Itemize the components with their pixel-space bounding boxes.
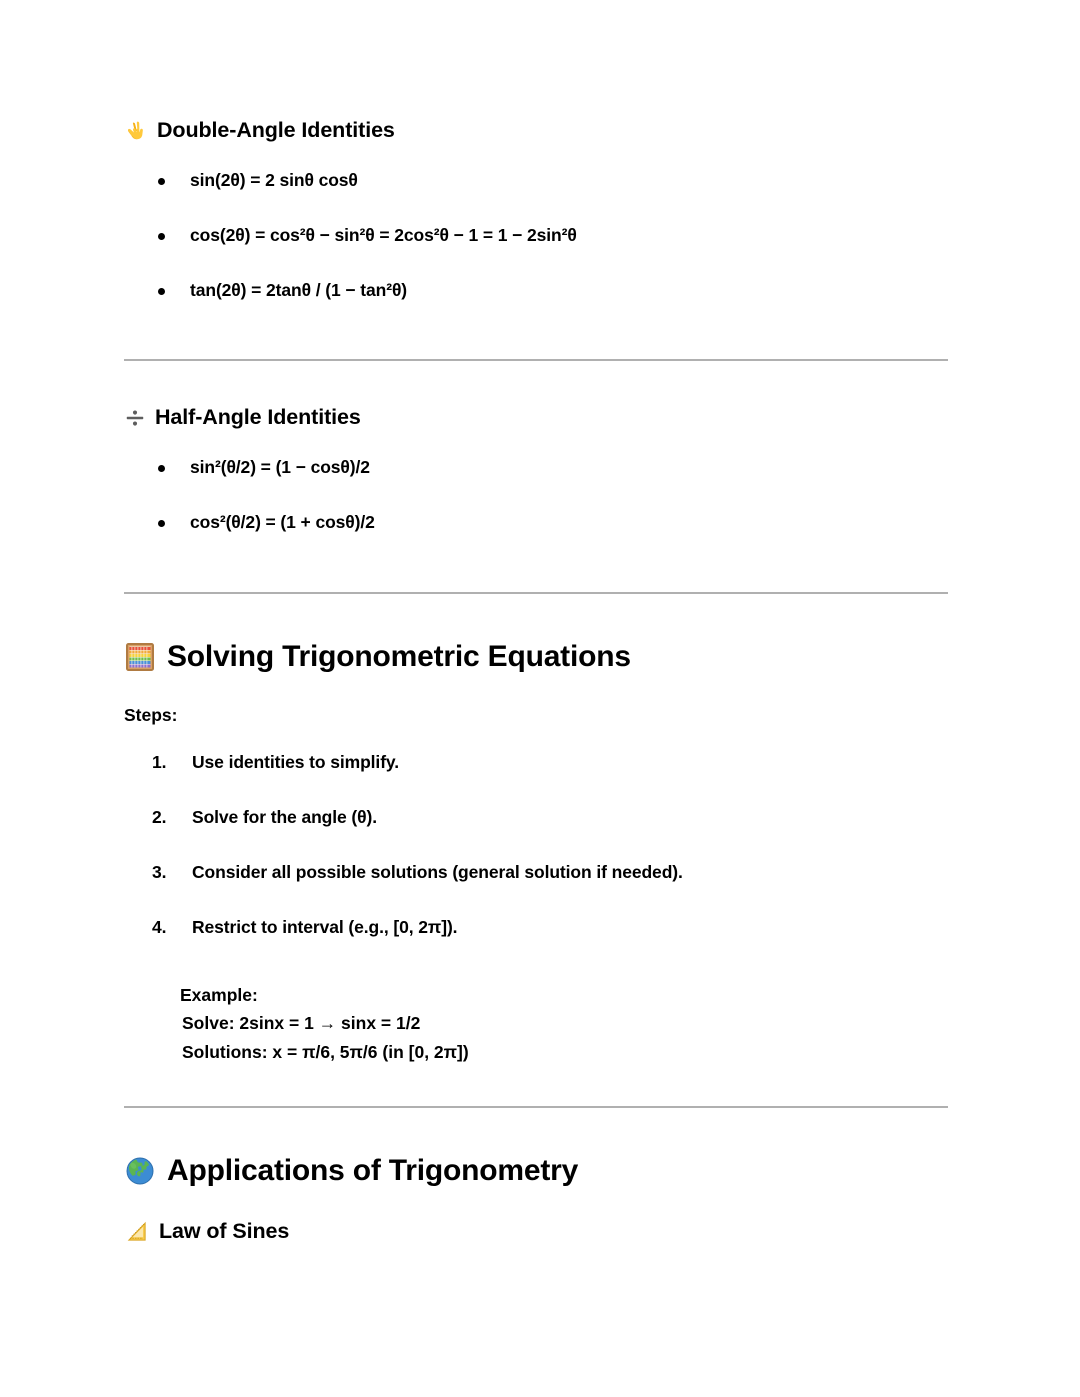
heading-label: Applications of Trigonometry bbox=[167, 1153, 579, 1187]
globe-europe-africa-icon bbox=[124, 1155, 156, 1187]
heading-label: Double-Angle Identities bbox=[157, 118, 395, 142]
heading-solving-trigonometric-equations bbox=[124, 640, 950, 675]
list-item: cos(2θ) = cos²θ − sin²θ = 2cos²θ − 1 = 1 − 2sin²θ bbox=[124, 225, 950, 247]
example-line: Solutions: x = π/6, 5π/6 (in [0, 2π]) bbox=[182, 1041, 469, 1062]
heading-double-angle-identities bbox=[124, 118, 950, 144]
list-item bbox=[124, 917, 950, 939]
victory-hand-icon bbox=[124, 119, 148, 143]
heading-label: Law of Sines bbox=[159, 1219, 290, 1244]
abacus-icon bbox=[124, 641, 156, 673]
heading-label: Solving Trigonometric Equations bbox=[167, 639, 631, 673]
example-block bbox=[124, 981, 950, 1066]
list-item bbox=[124, 862, 950, 884]
list-item: sin(2θ) = 2 sinθ cosθ bbox=[124, 170, 950, 192]
list-item bbox=[124, 752, 950, 774]
heading-law-of-sines bbox=[124, 1219, 950, 1245]
steps-label: Steps: bbox=[124, 705, 178, 726]
step-number: 2. bbox=[152, 807, 167, 828]
step-text: Consider all possible solutions (general solution if needed). bbox=[192, 862, 683, 883]
step-number: 3. bbox=[152, 862, 167, 883]
list-item: tan(2θ) = 2tanθ / (1 − tan²θ) bbox=[124, 280, 950, 302]
step-text: Restrict to interval (e.g., [0, 2π]). bbox=[192, 916, 458, 937]
list-item: sin²(θ/2) = (1 − cosθ)/2 bbox=[124, 457, 950, 479]
division-sign-icon bbox=[124, 407, 146, 429]
list-item bbox=[124, 807, 950, 829]
heading-label: Half-Angle Identities bbox=[155, 405, 361, 430]
heading-half-angle-identities bbox=[124, 405, 950, 431]
solving-steps-list bbox=[124, 752, 950, 939]
example-title: Example: bbox=[180, 984, 258, 1005]
half-angle-identity-list bbox=[124, 457, 950, 534]
step-number: 4. bbox=[152, 916, 167, 937]
step-number: 1. bbox=[152, 752, 167, 773]
step-text: Use identities to simplify. bbox=[192, 752, 400, 773]
heading-applications-of-trigonometry bbox=[124, 1154, 950, 1189]
step-text: Solve for the angle (θ). bbox=[192, 807, 377, 828]
double-angle-identity-list bbox=[124, 170, 950, 302]
triangular-ruler-icon bbox=[124, 1219, 150, 1245]
list-item: cos²(θ/2) = (1 + cosθ)/2 bbox=[124, 512, 950, 534]
example-line: Solve: 2sinx = 1 → sinx = 1/2 bbox=[182, 1013, 421, 1034]
document-content bbox=[124, 118, 950, 1245]
